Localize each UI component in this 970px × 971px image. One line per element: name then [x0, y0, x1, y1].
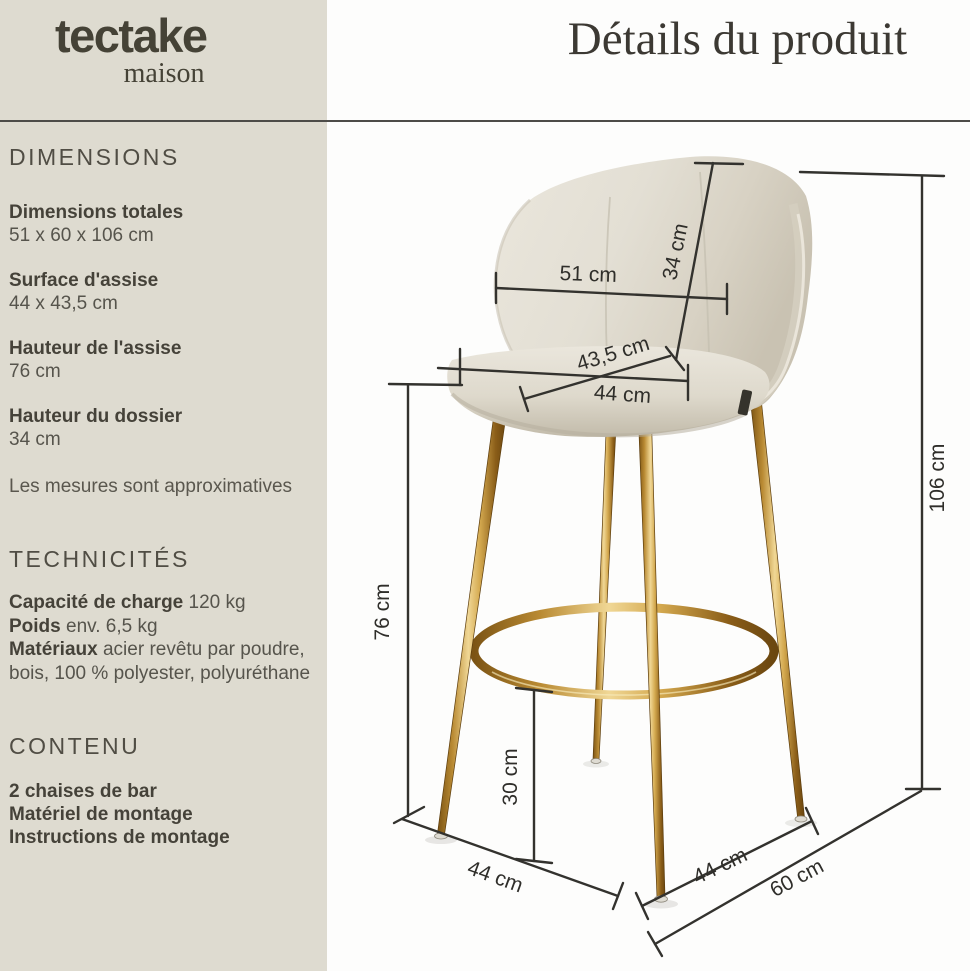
- item-value: 51 x 60 x 106 cm: [9, 225, 154, 246]
- dim-seat-height-label: 76 cm: [371, 583, 394, 641]
- dim-backrest-width-label: 51 cm: [559, 262, 618, 287]
- section-heading-technicites: TECHNICITÉS: [9, 546, 190, 572]
- item-value: 44 x 43,5 cm: [9, 293, 118, 314]
- page-title: Détails du produit: [567, 13, 908, 65]
- brand-sub: maison: [123, 57, 205, 89]
- technical-list: [9, 591, 315, 685]
- brand-name: tectake: [55, 9, 207, 62]
- list-item: 2 chaises de bar: [9, 781, 157, 802]
- item-label: Hauteur de l'assise: [9, 338, 182, 359]
- foot-cap: [591, 759, 601, 764]
- leg-back-right: [751, 402, 805, 818]
- leg-front-right: [639, 420, 666, 897]
- dim-seat-depth-label: 43,5 cm: [574, 331, 653, 376]
- item-label: Hauteur du dossier: [9, 406, 183, 427]
- dim-total-depth-label: 60 cm: [766, 854, 828, 902]
- dim-seat-width-label: 44 cm: [593, 381, 652, 408]
- sidebar: [0, 0, 327, 971]
- item-label: Surface d'assise: [9, 270, 159, 291]
- header-divider: [0, 120, 970, 122]
- section-heading-dimensions: DIMENSIONS: [9, 144, 180, 170]
- list-item: [9, 337, 315, 383]
- list-item: [9, 638, 315, 685]
- list-item: [9, 615, 315, 639]
- item-value: 76 cm: [9, 361, 61, 382]
- dimensions-list: [9, 201, 315, 451]
- list-item: [9, 591, 315, 615]
- bar-stool-illustration: [425, 156, 817, 908]
- dim-base-width-label: 44 cm: [464, 856, 527, 898]
- dim-total-height-label: 106 cm: [926, 443, 949, 513]
- dim-footrest-height-label: 30 cm: [499, 748, 522, 806]
- dim-base-width: [402, 819, 623, 909]
- item-value: acier revêtu par poudre, bois, 100 % polyester, polyuréthane: [9, 639, 311, 684]
- foot-cap: [795, 816, 807, 822]
- list-item: [9, 269, 315, 315]
- item-label: Dimensions totales: [9, 202, 184, 223]
- dim-backrest-height-label: 34 cm: [658, 221, 693, 283]
- brand-logo: [55, 10, 207, 90]
- item-label: Poids: [9, 615, 61, 637]
- item-value: env. 6,5 kg: [66, 615, 158, 637]
- item-label: Matériaux: [9, 639, 98, 660]
- item-value: 120 kg: [188, 592, 246, 613]
- list-item: Matériel de montage: [9, 804, 193, 825]
- dim-base-depth-label: 44 cm: [689, 843, 751, 890]
- list-item: Instructions de montage: [9, 827, 230, 848]
- list-item: [9, 405, 315, 451]
- leg-back-left: [593, 408, 617, 760]
- list-item: [9, 201, 315, 247]
- item-value: 34 cm: [9, 429, 61, 450]
- content-list: [9, 780, 315, 849]
- item-label: Capacité de charge: [9, 592, 184, 613]
- measurements-note: Les mesures sont approximatives: [9, 476, 293, 497]
- dim-total-height: [800, 172, 944, 789]
- section-heading-contenu: CONTENU: [9, 733, 141, 759]
- sidebar-content: [0, 121, 327, 849]
